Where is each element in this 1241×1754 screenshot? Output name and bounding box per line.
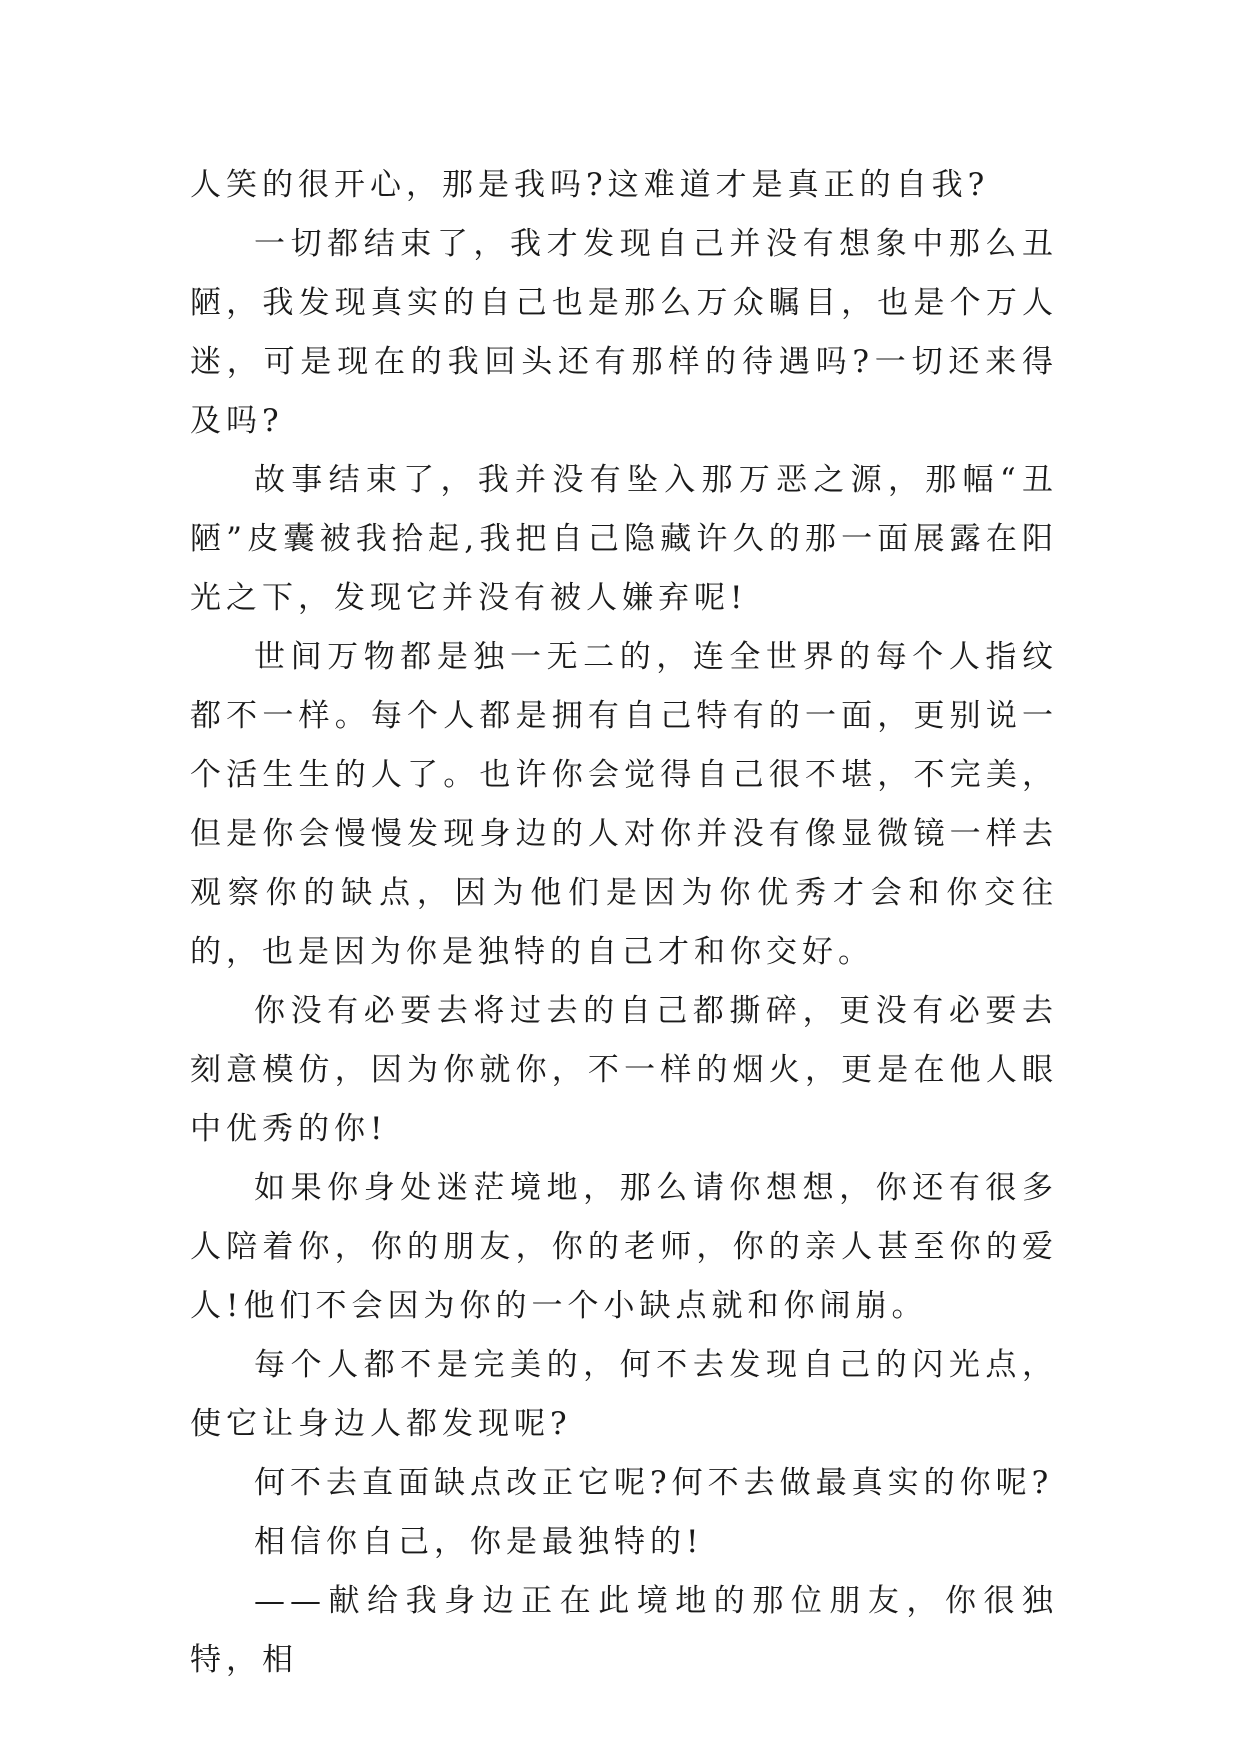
paragraph-8: 何不去直面缺点改正它呢?何不去做最真实的你呢? bbox=[254, 1465, 1054, 1501]
paragraph-9: 相信你自己，你是最独特的! bbox=[254, 1524, 704, 1560]
document-body bbox=[190, 156, 1058, 1690]
paragraph-4: 世间万物都是独一无二的，连全世界的每个人指纹都不一样。每个人都是拥有自己特有的一面，更别说一个活生生的人了。也许你会觉得自己很不堪，不完美，但是你会慢慢发现身边的人对你并没有像显微镜一样去观察你的缺点，因为他们是因为你优秀才会和你交往的，也是因为你是独特的自己才和你交好。 bbox=[190, 639, 1058, 970]
paragraph-3: 故事结束了，我并没有坠入那万恶之源，那幅“丑陋”皮囊被我拾起,我把自己隐藏许久的那一面展露在阳光之下，发现它并没有被人嫌弃呢! bbox=[190, 462, 1058, 616]
paragraph-1: 人笑的很开心，那是我吗?这难道才是真正的自我? bbox=[190, 167, 990, 203]
paragraph-2: 一切都结束了，我才发现自己并没有想象中那么丑陋，我发现真实的自己也是那么万众瞩目，也是个万人迷，可是现在的我回头还有那样的待遇吗?一切还来得及吗? bbox=[190, 226, 1058, 439]
paragraph-5: 你没有必要去将过去的自己都撕碎，更没有必要去刻意模仿，因为你就你，不一样的烟火，更是在他人眼中优秀的你! bbox=[190, 993, 1058, 1147]
paragraph-7: 每个人都不是完美的，何不去发现自己的闪光点，使它让身边人都发现呢? bbox=[190, 1347, 1058, 1442]
paragraph-6: 如果你身处迷茫境地，那么请你想想，你还有很多人陪着你，你的朋友，你的老师，你的亲人甚至你的爱人!他们不会因为你的一个小缺点就和你闹崩。 bbox=[190, 1170, 1058, 1324]
paragraph-10: ——献给我身边正在此境地的那位朋友，你很独特，相 bbox=[190, 1583, 1058, 1678]
